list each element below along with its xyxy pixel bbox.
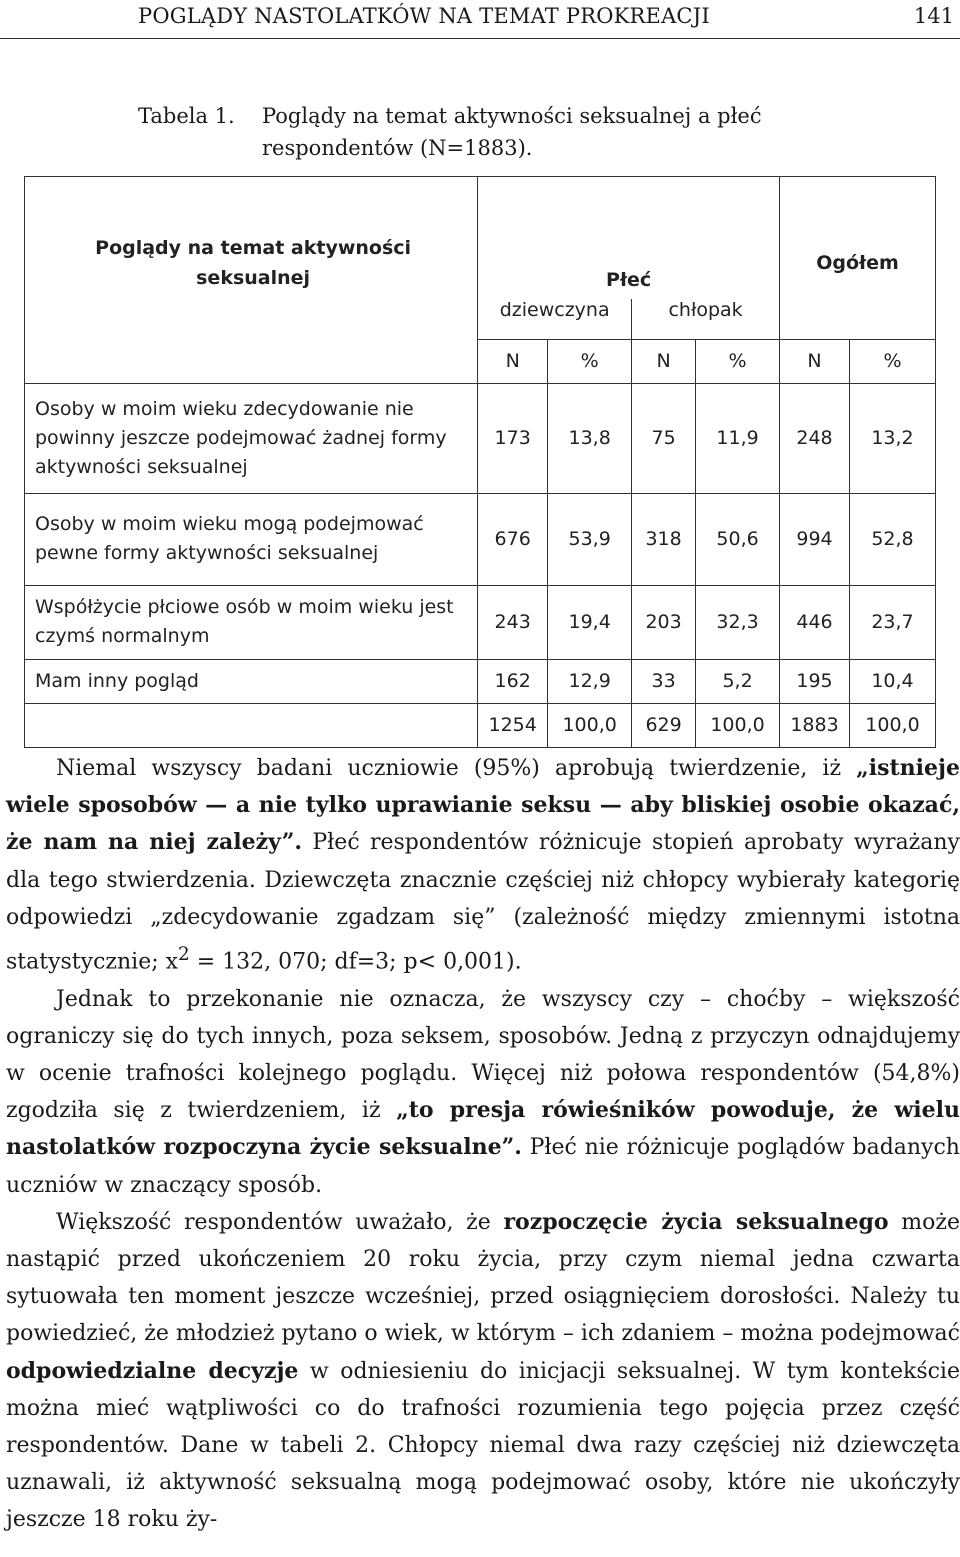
text-run: Większość respondentów uważało, że xyxy=(56,1209,504,1235)
running-title: POGLĄDY NASTOLATKÓW NA TEMAT PROKREACJI xyxy=(138,4,710,28)
table-row-total xyxy=(25,703,936,747)
column-header-views: Poglądy na temat aktywności seksualnej xyxy=(25,177,478,384)
cell: 53,9 xyxy=(548,493,632,585)
cell: 13,2 xyxy=(850,383,936,493)
header-total: Ogółem xyxy=(780,177,936,340)
caption-line-1: Poglądy na temat aktywności seksualnej a płeć xyxy=(262,104,762,128)
text-run: Płeć nie różnicuje poglądów badanych uczniów w znaczący sposób. xyxy=(6,1135,960,1198)
running-header xyxy=(0,0,960,39)
table-number: Tabela 1. xyxy=(138,104,235,128)
cell: 248 xyxy=(780,383,850,493)
paragraph xyxy=(6,1204,960,1539)
cell: 994 xyxy=(780,493,850,585)
group-header-sex: Płeć xyxy=(478,177,780,299)
bold-quote: „to presja rówieśników powoduje, że wielu nastolatków rozpoczyna życie seksualne”. xyxy=(6,1097,960,1161)
cell: 75 xyxy=(632,383,696,493)
row-label: Współżycie płciowe osób w moim wieku jest czymś normalnym xyxy=(25,585,478,659)
cell: 446 xyxy=(780,585,850,659)
text-run: = 132, 070; df=3; p< 0,001). xyxy=(189,949,522,975)
text-run: Płeć respondentów różnicuje stopień aprobaty wyrażany dla tego stwierdzenia. Dziewczęta znacznie częściej niż chłopcy wybierały kategorię odpowiedzi „zdecydowanie zgadzam się” (zależność między zmiennymi istotna statystycznie; x xyxy=(6,830,960,975)
cell: 195 xyxy=(780,659,850,703)
paragraph xyxy=(6,750,960,981)
subheader-n: N xyxy=(780,339,850,383)
cell: 629 xyxy=(632,703,696,747)
cell: 13,8 xyxy=(548,383,632,493)
row-label: Osoby w moim wieku mogą podejmować pewne formy aktywności seksualnej xyxy=(25,493,478,585)
text-run: w odniesieniu do inicjacji seksualnej. W tym kontekście można mieć wątpliwości co do trafności rozumienia tego pojęcia przez część respondentów. Dane w tabeli 2. Chłopcy niemal dwa razy częściej niż dziewczęta uznawali, iż aktywność seksualną mogą podejmować osoby, które nie ukończyły jeszcze 18 roku ży- xyxy=(6,1358,960,1533)
cell: 33 xyxy=(632,659,696,703)
subheader-pct: % xyxy=(850,339,936,383)
row-label: Mam inny pogląd xyxy=(25,659,478,703)
table-row xyxy=(25,659,936,703)
subheader-pct: % xyxy=(696,339,780,383)
cell: 100,0 xyxy=(548,703,632,747)
subheader-n: N xyxy=(478,339,548,383)
cell: 1883 xyxy=(780,703,850,747)
bold-phrase: odpowiedzialne decyzje xyxy=(6,1357,299,1384)
cell: 162 xyxy=(478,659,548,703)
cell: 23,7 xyxy=(850,585,936,659)
cell: 100,0 xyxy=(850,703,936,747)
table-row xyxy=(25,493,936,585)
text-run: może nastąpić przed ukończeniem 20 roku życia, przy czym niemal jedna czwarta sytuowała ten moment jeszcze wcześniej, przed osiągnięciem dorosłości. Należy tu powiedzieć, że młodzież pytano o wiek, w którym – ich zdaniem – można podejmować xyxy=(6,1209,960,1347)
cell: 52,8 xyxy=(850,493,936,585)
header-boy: chłopak xyxy=(632,299,780,340)
cell: 318 xyxy=(632,493,696,585)
text-run: Niemal wszyscy badani uczniowie (95%) aprobują twierdzenie, iż xyxy=(56,756,857,781)
page-number: 141 xyxy=(913,4,954,28)
cell: 50,6 xyxy=(696,493,780,585)
cell: 203 xyxy=(632,585,696,659)
superscript: 2 xyxy=(178,944,190,966)
table-row xyxy=(25,585,936,659)
cell: 32,3 xyxy=(696,585,780,659)
text-run: Jednak to przekonanie nie oznacza, że wszyscy czy – choćby – większość ograniczy się do tych innych, poza seksem, sposobów. Jedną z przyczyn odnajdujemy w ocenie trafności kolejnego poglądu. Więcej niż połowa respondentów (54,8%) zgodziła się z twierdzeniem, iż xyxy=(6,986,960,1124)
table-row xyxy=(25,383,936,493)
cell: 10,4 xyxy=(850,659,936,703)
table-caption xyxy=(138,100,762,164)
row-label: Osoby w moim wieku zdecydowanie nie powinny jeszcze podejmować żadnej formy aktywności seksualnej xyxy=(25,383,478,493)
cell: 676 xyxy=(478,493,548,585)
cell: 243 xyxy=(478,585,548,659)
cell: 173 xyxy=(478,383,548,493)
cell: 19,4 xyxy=(548,585,632,659)
cell: 11,9 xyxy=(696,383,780,493)
caption-line-2: respondentów (N=1883). xyxy=(262,136,533,160)
subheader-n: N xyxy=(632,339,696,383)
cell: 100,0 xyxy=(696,703,780,747)
data-table xyxy=(24,176,936,748)
row-label xyxy=(25,703,478,747)
bold-quote: „istnieje wiele sposobów — a nie tylko uprawianie seksu — aby bliskiej osobie okazać, że nam na niej zależy”. xyxy=(6,755,960,856)
header-girl: dziewczyna xyxy=(478,299,632,340)
paragraph xyxy=(6,981,960,1204)
body-text xyxy=(6,750,960,1539)
cell: 5,2 xyxy=(696,659,780,703)
cell: 12,9 xyxy=(548,659,632,703)
bold-phrase: rozpoczęcie życia seksualnego xyxy=(503,1208,889,1235)
cell: 1254 xyxy=(478,703,548,747)
subheader-pct: % xyxy=(548,339,632,383)
